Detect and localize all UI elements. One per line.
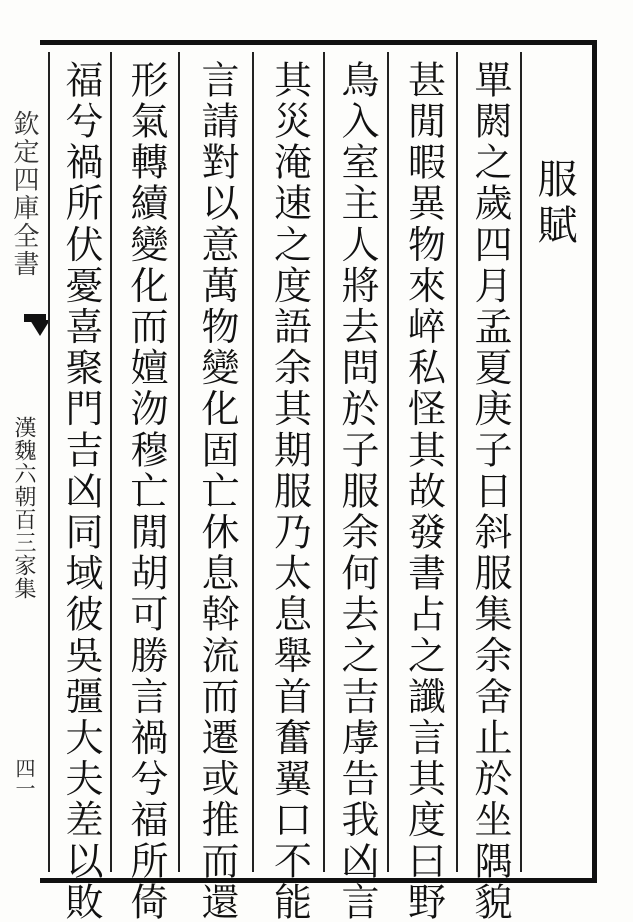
column-text: 其災淹速之度語余其期服乃太息舉首奮翼口不能 [267,60,312,923]
column-rule [48,52,50,872]
title-column [524,52,584,874]
column-text: 形氣轉續變化而嬗沕穆亡閒胡可勝言禍兮福所倚 [124,60,168,923]
text-title: 服賦 [531,158,577,250]
collection-title: 漢魏六朝百三家集 [11,416,36,600]
column-text: 鳥入室主人將去問於子服余何去之吉虖告我凶言 [335,60,379,923]
text-column-4 [256,52,323,923]
text-column-3 [327,52,387,923]
column-rule [456,52,458,872]
column-rule [520,52,522,872]
text-column-2 [391,52,456,923]
column-rule [323,52,325,872]
text-column-6 [114,52,178,923]
page-number: 四一 [12,758,36,798]
column-text: 言請對以意萬物變化固亡休息斡流而遷或推而還 [195,60,239,923]
fishtail-mark-icon [30,320,50,336]
text-column-1 [460,52,520,923]
series-title: 欽定四庫全書 [9,110,39,278]
column-rule [387,52,389,872]
text-column-7 [52,52,110,923]
page-margin [0,52,40,874]
column-rule [252,52,254,872]
text-column-5 [182,52,252,923]
column-rule [178,52,180,872]
column-text: 單閼之歲四月孟夏庚子日斜服集余舍止於坐隅貌 [468,60,512,923]
column-text: 甚閒暇異物來崪私怪其故發書占之讖言其度曰野 [401,60,446,923]
column-text: 福兮禍所伏憂喜聚門吉凶同域彼吳彊大夫差以敗 [59,60,103,923]
column-rule [110,52,112,872]
